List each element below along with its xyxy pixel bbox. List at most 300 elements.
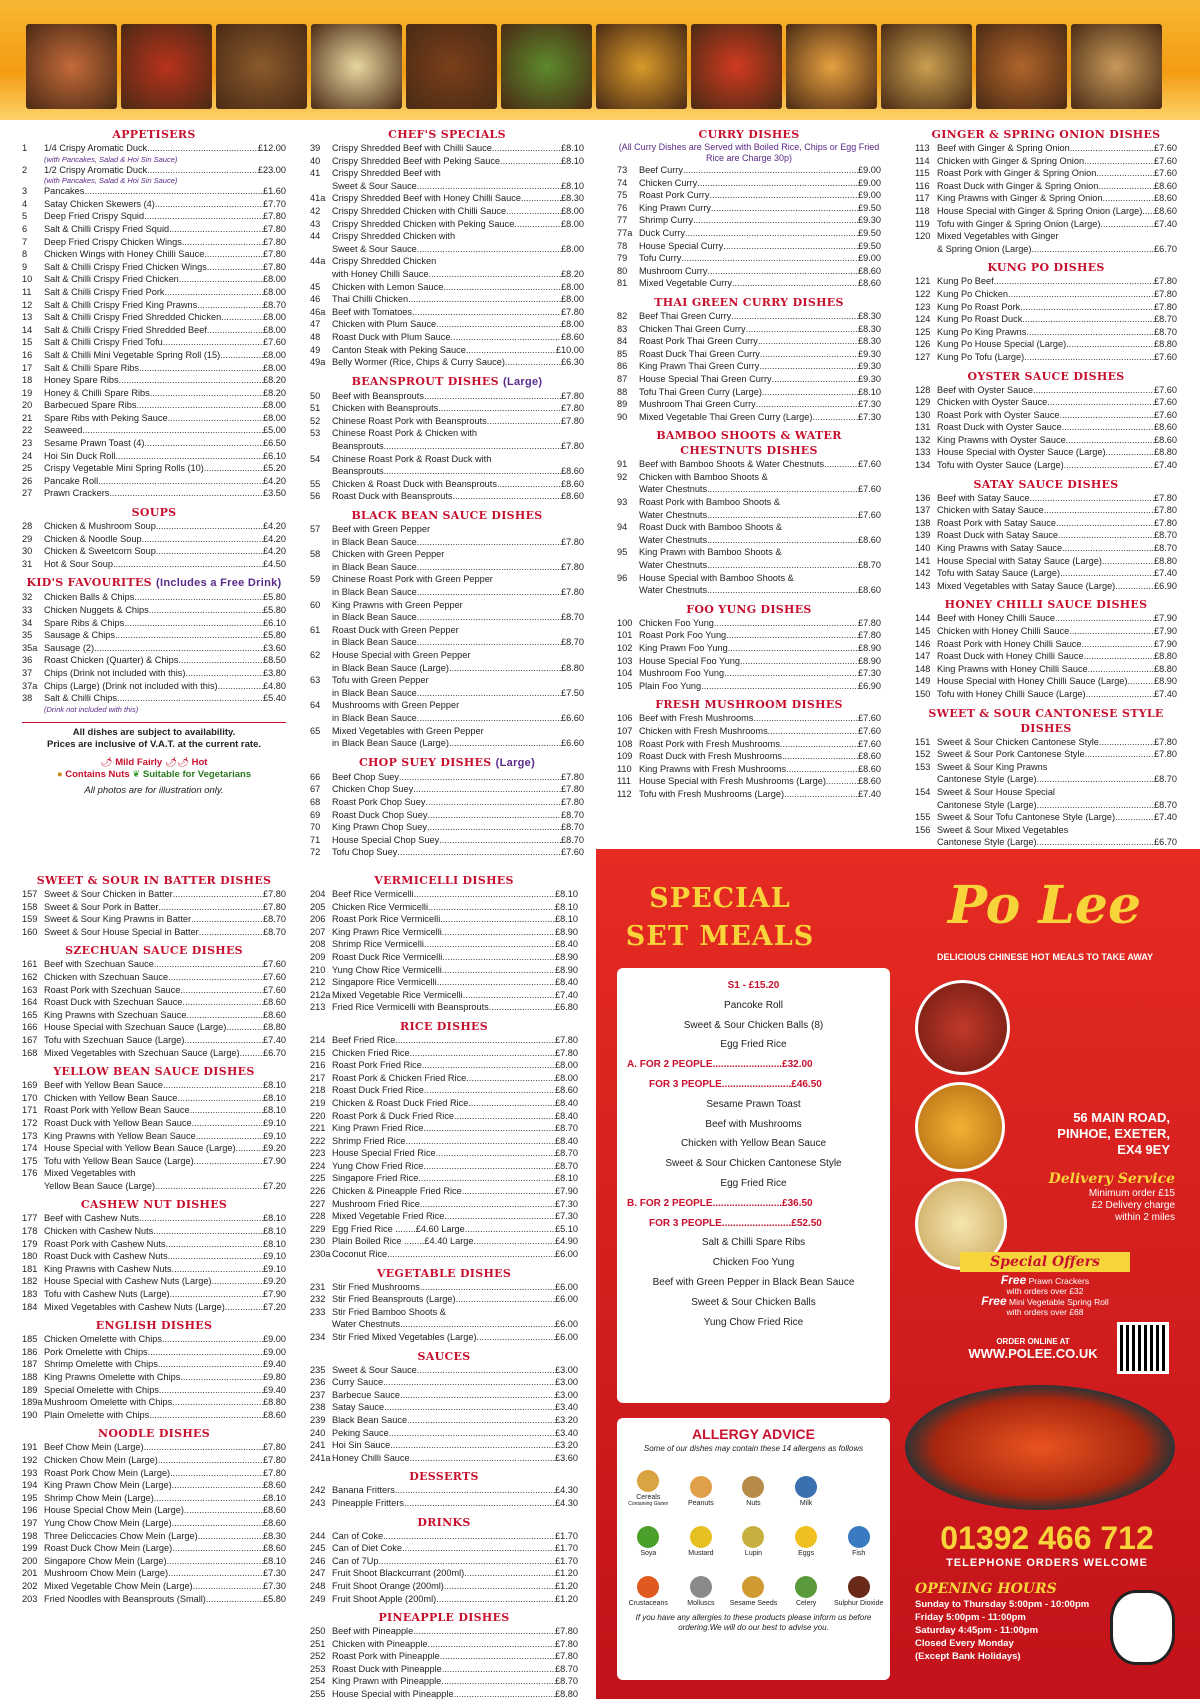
item-name: Belly Wormer (Rice, Chips & Curry Sauce) [332, 357, 505, 368]
item-name: Beef with Honey Chilli Sauce [937, 613, 1055, 624]
menu-item [617, 775, 881, 788]
item-number: 162 [22, 971, 38, 982]
item-number: 27 [22, 488, 33, 499]
menu-item [22, 1346, 286, 1359]
item-number: 29 [22, 533, 33, 544]
website-link[interactable]: WWW.POLEE.CO.UK [968, 1346, 1098, 1361]
dot-leader [184, 1504, 263, 1517]
menu-item [617, 189, 881, 202]
item-name: Seaweed [44, 425, 83, 436]
item-name: Roast Pork with Oyster Sauce [937, 409, 1060, 420]
section-title [617, 697, 881, 712]
dot-leader [470, 649, 584, 662]
menu-item [915, 663, 1177, 676]
item-number: 178 [22, 1226, 38, 1237]
item-number: 234 [310, 1332, 326, 1342]
item-number: 17 [22, 362, 33, 373]
item-subnote: (with Pancakes, Salad & Hoi Sin Sauce) [44, 154, 178, 164]
item-number: 74 [617, 177, 628, 188]
item-name: Beef with Satay Sauce [937, 492, 1030, 503]
item-number: 14 [22, 324, 33, 335]
dot-leader [413, 783, 561, 796]
item-price: £9.00 [858, 165, 881, 175]
item-name: Plain Omelette with Chips [44, 1409, 150, 1420]
dot-leader [177, 1092, 263, 1105]
menu-item [310, 1688, 578, 1699]
item-name: House Special with Yellow Bean Sauce (Large) [44, 1143, 236, 1154]
order-online-label: ORDER ONLINE AT [996, 1337, 1070, 1346]
item-name: Roast Pork with Honey Chilli Sauce [937, 638, 1082, 649]
item-name: House Special with Oyster Sauce (Large) [937, 447, 1106, 458]
dot-leader [449, 737, 561, 750]
dot-leader [456, 1293, 555, 1306]
item-number: 171 [22, 1105, 38, 1116]
item-price: £7.40 [1154, 568, 1177, 579]
dot-leader [162, 1333, 263, 1346]
allergen [676, 1509, 727, 1557]
menu-item [310, 1147, 578, 1160]
menu-item [310, 1135, 578, 1148]
dot-leader [148, 1346, 263, 1359]
menu-item [310, 465, 584, 478]
item-price: £1.70 [555, 1530, 578, 1541]
item-price: £8.60 [858, 751, 881, 762]
dot-leader [168, 1250, 263, 1263]
item-number: 228 [310, 1211, 326, 1222]
item-price: £7.80 [263, 901, 286, 912]
dot-leader [190, 1104, 263, 1117]
menu-item [915, 625, 1177, 638]
dot-leader [113, 558, 263, 571]
item-price: £8.40 [555, 1110, 578, 1121]
item-price: £4.20 [263, 533, 286, 544]
menu-item [617, 310, 881, 323]
item-price: £9.00 [858, 190, 881, 201]
item-name: Pineapple Fritters [332, 1497, 405, 1508]
menu-item [310, 1331, 578, 1344]
item-name: Beef with Cashew Nuts [44, 1213, 139, 1224]
set-b3: FOR 3 PEOPLE.........................£52.50 [649, 1217, 822, 1229]
dot-leader [158, 1358, 263, 1371]
item-price: £4.50 [263, 558, 286, 569]
item-number: 166 [22, 1022, 38, 1033]
section-title [915, 127, 1177, 142]
item-price: £8.70 [555, 1148, 578, 1159]
item-number: 170 [22, 1092, 38, 1103]
menu-item [22, 142, 286, 155]
item-number: 42 [310, 205, 321, 216]
menu-item [310, 951, 578, 964]
dot-leader [444, 1210, 555, 1223]
item-name: Mixed Vegetables with Szechuan Sauce (Large) [44, 1047, 240, 1058]
item-price: £8.70 [561, 809, 584, 820]
item-number: 59 [310, 574, 321, 585]
dot-leader [443, 281, 561, 294]
dot-leader [514, 218, 561, 231]
dot-leader [178, 654, 263, 667]
dot-leader [1020, 301, 1154, 314]
dot-leader [158, 1454, 263, 1467]
item-price: £7.80 [1154, 517, 1177, 528]
item-price: £7.80 [263, 1467, 286, 1478]
allergen [781, 1559, 832, 1607]
item-name: Roast Duck with Pineapple [332, 1663, 442, 1674]
item-name: Water Chestnuts [639, 509, 708, 520]
section-title-text: KUNG PO DISHES [987, 261, 1105, 275]
item-number: 187 [22, 1359, 38, 1370]
dot-leader [225, 1301, 263, 1314]
item-number: 253 [310, 1663, 326, 1674]
menu-item [310, 561, 584, 574]
menu-item [310, 268, 584, 281]
dot-leader [1055, 786, 1177, 799]
item-name: Chinese Roast Pork & Roast Duck with [332, 453, 492, 464]
item-price: £8.70 [1154, 326, 1177, 337]
item-name: Roast Pork with Ginger & Spring Onion [937, 168, 1097, 179]
item-name: Roast Pork with Fresh Mushrooms [639, 738, 780, 749]
item-number: 197 [22, 1517, 38, 1528]
item-number: 169 [22, 1080, 38, 1091]
item-name: Tofu with Honey Chilli Sauce (Large) [937, 688, 1086, 699]
item-name: Roast Pork with Yellow Bean Sauce [44, 1105, 190, 1116]
menu-item [617, 386, 881, 399]
menu-item [310, 1625, 578, 1638]
section-title-text: VEGETABLE DISHES [376, 1266, 512, 1280]
item-number: 125 [915, 326, 931, 337]
menu-item [310, 809, 584, 822]
menu-item [22, 1530, 286, 1543]
menu-item [22, 667, 286, 680]
item-price: £8.60 [263, 1543, 286, 1554]
item-number: 240 [310, 1427, 326, 1438]
item-price: £4.20 [263, 521, 286, 532]
menu-item [617, 373, 881, 386]
dot-leader [412, 306, 561, 319]
dot-leader [172, 1517, 263, 1530]
item-number: 41a [310, 193, 326, 204]
item-name: King Prawn Fried Rice [332, 1123, 424, 1134]
item-name: Sweet & Sour Sauce [332, 1364, 417, 1375]
item-number: 90 [617, 411, 628, 422]
dot-leader [824, 458, 858, 471]
menu-item [617, 202, 881, 215]
dot-leader [206, 1593, 263, 1606]
menu-item [617, 534, 881, 547]
allergen-label: Milk [799, 1500, 813, 1507]
address [1030, 1110, 1170, 1158]
menu-item [915, 434, 1177, 447]
section-title [617, 428, 881, 458]
menu-item [310, 427, 584, 440]
menu-item [22, 1301, 286, 1314]
section-title-text: SZECHUAN SAUCE DISHES [65, 944, 243, 958]
dot-leader [462, 1185, 555, 1198]
menu-item [915, 529, 1177, 542]
item-number: 158 [22, 901, 38, 912]
dot-leader [168, 971, 263, 984]
dot-leader [1064, 459, 1154, 472]
item-number: 168 [22, 1047, 38, 1058]
section-title-text: GINGER & SPRING ONION DISHES [931, 128, 1161, 141]
menu-item [617, 411, 881, 424]
item-price: £8.40 [555, 1135, 578, 1146]
dot-leader [139, 1212, 263, 1225]
legend-hot: Hot [191, 756, 208, 768]
item-price: £8.60 [561, 478, 584, 489]
dot-leader [429, 268, 561, 281]
dot-leader [724, 667, 858, 680]
item-price: £7.60 [1154, 384, 1177, 395]
section-title-text: BLACK BEAN SAUCE DISHES [351, 509, 543, 523]
item-number: 134 [915, 460, 931, 471]
menu-item [915, 446, 1177, 459]
item-price: £7.40 [1154, 218, 1177, 229]
item-name: Yung Chow Rice Vermicelli [332, 964, 442, 975]
menu-item [617, 348, 881, 361]
dot-leader [115, 450, 263, 463]
item-name: Prawn Crackers [44, 488, 110, 499]
item-name: in Black Bean Sauce [332, 561, 417, 572]
section-size-note: (Large) [495, 756, 536, 769]
dot-leader [1059, 230, 1177, 243]
item-number: 188 [22, 1372, 38, 1382]
menu-item [22, 185, 286, 198]
menu-item [22, 1371, 286, 1384]
dot-leader [497, 478, 561, 491]
item-name: Salt & Chilli Crispy Fried Squid [44, 223, 170, 234]
menu-item [310, 1555, 578, 1568]
item-number: 83 [617, 323, 628, 334]
item-price: £7.60 [1154, 155, 1177, 166]
item-number [915, 773, 937, 786]
item-number: 28 [22, 521, 33, 532]
item-name: Mushroom Curry [639, 265, 708, 276]
item-price: £3.00 [555, 1364, 578, 1375]
allergen-label: Cereals [636, 1494, 661, 1501]
dot-leader [438, 402, 561, 415]
dot-leader [168, 1567, 263, 1580]
section-title [310, 755, 584, 771]
item-number: 41 [310, 168, 321, 179]
dish-photo [311, 24, 402, 109]
phone-number[interactable]: 01392 466 712 [940, 1520, 1154, 1556]
dot-leader [707, 559, 858, 572]
item-price: £4.20 [263, 475, 286, 486]
dot-leader [1008, 288, 1154, 301]
menu-item [22, 913, 286, 926]
qr-code-icon[interactable] [1117, 1322, 1169, 1374]
item-name: Chicken Rice Vermicelli [332, 901, 428, 912]
item-name: Fried Rice Vermicelli with Beansprouts [332, 1002, 489, 1013]
item-price: £8.90 [555, 951, 578, 962]
item-price: £9.00 [263, 1334, 286, 1345]
item-price: £6.00 [555, 1249, 578, 1260]
dot-leader [167, 1555, 263, 1568]
dot-leader [701, 680, 858, 693]
menu-item [310, 901, 578, 914]
item-price: £7.80 [1154, 749, 1177, 760]
item-name: Stir Fried Beansprouts (Large) [332, 1294, 456, 1305]
item-name: Pancakes [44, 186, 85, 197]
menu-item [310, 796, 584, 809]
item-price: £8.70 [263, 299, 286, 310]
item-price: £9.20 [263, 1143, 286, 1154]
item-number: 136 [915, 492, 931, 503]
dot-leader [423, 1160, 555, 1173]
item-price: £7.30 [263, 1580, 286, 1591]
section-title-text: SOUPS [131, 506, 177, 520]
item-number: 84 [617, 336, 628, 347]
item-number: 200 [22, 1555, 38, 1566]
item-number [310, 662, 332, 675]
item-number: 189 [22, 1384, 38, 1395]
menu-item [617, 584, 881, 597]
item-number: 80 [617, 265, 628, 276]
item-price: £7.80 [263, 261, 286, 272]
item-name: Barbecue Sauce [332, 1389, 400, 1400]
item-subnote: (Drink not included with this) [44, 704, 139, 714]
item-number: 16 [22, 349, 33, 360]
item-price: £7.30 [555, 1211, 578, 1222]
item-name: Singapore Rice Vermicelli [332, 977, 437, 988]
item-number: 106 [617, 713, 633, 724]
dot-leader [400, 1389, 555, 1402]
menu-item [22, 1117, 286, 1130]
dot-leader [444, 548, 584, 561]
menu-item [310, 180, 584, 193]
menu-item [310, 1198, 578, 1211]
menu-item [22, 286, 286, 299]
item-name: Roast Pork Curry [639, 190, 710, 201]
section-title [915, 477, 1177, 492]
menu-item [310, 1097, 578, 1110]
section-title-text: FRESH MUSHROOM DISHES [655, 698, 843, 712]
item-number: 34 [22, 617, 33, 628]
menu-item [22, 901, 286, 914]
item-number: 46a [310, 306, 326, 317]
item-price: £8.60 [1154, 422, 1177, 433]
item-number: 87 [617, 373, 628, 384]
menu-item [310, 1650, 578, 1663]
item-price: £8.30 [858, 336, 881, 347]
item-number: 61 [310, 624, 321, 635]
allergen-icon [848, 1576, 870, 1598]
item-price: £8.50 [263, 655, 286, 666]
item-price: £8.90 [555, 964, 578, 975]
dot-leader [1115, 580, 1154, 593]
dish-photo [26, 24, 117, 109]
item-price: £8.40 [555, 1097, 578, 1108]
item-price: £8.60 [1154, 193, 1177, 204]
item-number: 242 [310, 1485, 326, 1496]
item-price: £3.20 [555, 1440, 578, 1451]
dot-leader [697, 177, 858, 190]
set-a-items [617, 1095, 890, 1194]
item-price: £3.40 [555, 1427, 578, 1438]
menu-item [22, 311, 286, 324]
dot-leader [165, 286, 264, 299]
item-name: House Special Curry [639, 240, 724, 251]
menu-item [310, 523, 584, 536]
menu-item [22, 984, 286, 997]
item-price: £8.60 [1154, 205, 1177, 216]
menu-item [22, 1467, 286, 1480]
menu-item [310, 255, 584, 268]
dot-leader [82, 424, 263, 437]
item-number [310, 465, 332, 478]
menu-item [310, 478, 584, 491]
section-title [310, 1610, 578, 1625]
set-meal-item: Chicken with Yellow Bean Sauce [680, 1138, 827, 1150]
menu-item [310, 1530, 578, 1543]
item-name: Beef with Yellow Bean Sauce [44, 1080, 164, 1091]
item-number: 110 [617, 763, 632, 774]
dot-leader [417, 536, 561, 549]
dot-leader [420, 1198, 555, 1211]
item-price: £8.40 [555, 939, 578, 950]
menu-item [915, 167, 1177, 180]
dot-leader [521, 192, 561, 205]
set-meal-item: Chicken Foo Yung [712, 1257, 795, 1269]
item-number: 232 [310, 1294, 326, 1305]
dot-leader [440, 1650, 555, 1663]
item-name: Beef Curry [639, 165, 683, 175]
dot-leader [417, 243, 561, 256]
item-name: Kung Po House Special (Large) [937, 339, 1067, 350]
menu-item [310, 599, 584, 612]
dot-leader [172, 1542, 263, 1555]
item-number: 220 [310, 1110, 326, 1121]
section-title-text: YELLOW BEAN SAUCE DISHES [53, 1065, 255, 1079]
item-number: 145 [915, 626, 931, 636]
dot-leader [489, 1001, 555, 1014]
menu-item [310, 1172, 578, 1185]
dot-leader [449, 662, 561, 675]
item-price: £8.10 [263, 1555, 286, 1566]
menu-item [915, 409, 1177, 422]
section-title-text: FOO YUNG DISHES [686, 602, 812, 616]
menu-item [22, 424, 286, 437]
item-number: 119 [915, 218, 930, 229]
item-name: Chinese Roast Pork & Chicken with [332, 428, 478, 439]
menu-item [915, 542, 1177, 555]
item-number: 251 [310, 1638, 326, 1649]
dish-photo [691, 24, 782, 109]
item-number: 36 [22, 655, 33, 666]
menu-item [617, 629, 881, 642]
item-name: House Special Chow Mein (Large) [44, 1505, 184, 1516]
item-price: £8.10 [263, 1092, 286, 1103]
menu-item [22, 462, 286, 475]
item-name: Crispy Shredded Beef with [332, 168, 441, 179]
item-name: King Prawn Rice Vermicelli [332, 926, 442, 937]
item-price: £8.60 [263, 1009, 286, 1020]
item-price: £8.70 [561, 834, 584, 845]
item-number [310, 180, 332, 193]
item-name: Chicken with Pineapple [332, 1638, 428, 1649]
dot-leader [477, 427, 584, 440]
item-name: Roast Pork with Cashew Nuts [44, 1238, 166, 1249]
dot-leader [154, 958, 263, 971]
item-number: 82 [617, 310, 628, 321]
item-number: 75 [617, 190, 628, 201]
menu-item [310, 192, 584, 205]
item-number: 204 [310, 889, 326, 899]
menu-item [310, 1160, 578, 1173]
item-number: 181 [22, 1263, 38, 1274]
set-meal-item: Sesame Prawn Toast [706, 1098, 801, 1110]
item-price: £8.90 [555, 926, 578, 937]
